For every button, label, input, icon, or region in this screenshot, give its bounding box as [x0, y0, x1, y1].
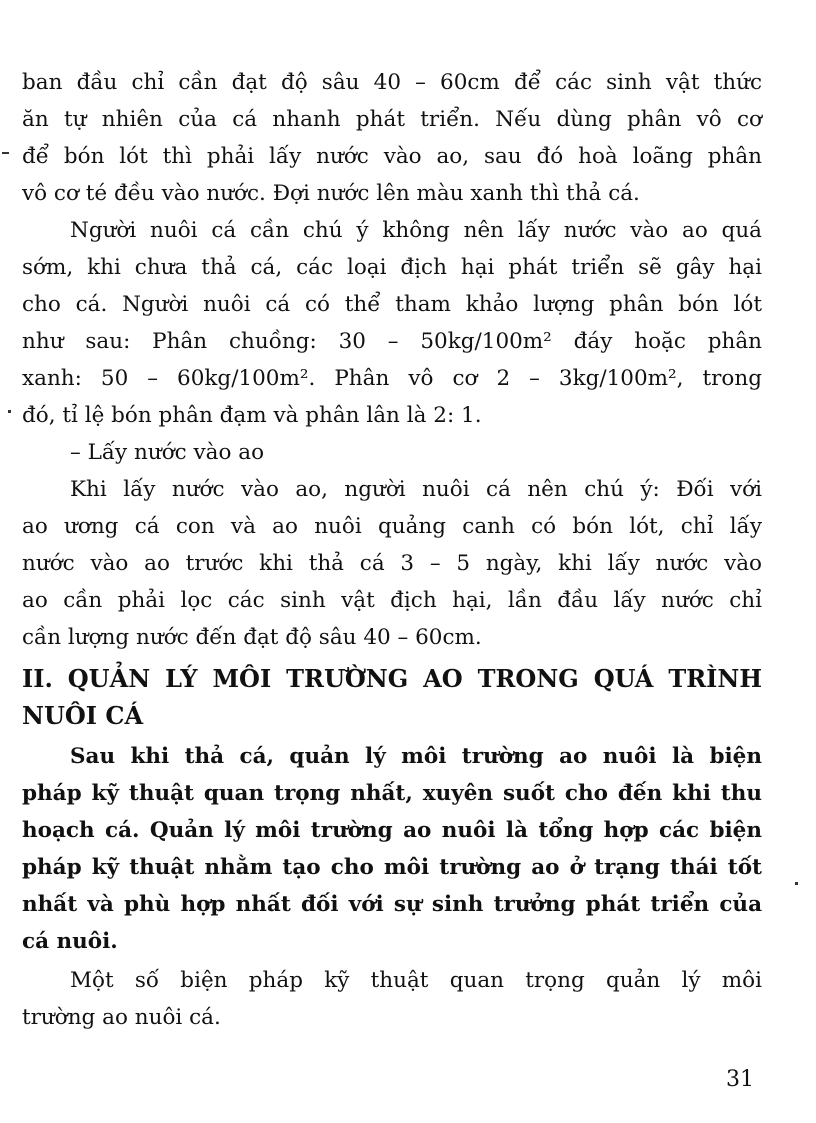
text-line: pháp kỹ thuật quan trọng nhất, xuyên suốt cho đến khi thu	[22, 781, 762, 806]
paragraph-management-bold	[22, 738, 762, 960]
text-line: sớm, khi chưa thả cá, các loại địch hại phát triển sẽ gây hại	[22, 255, 762, 280]
text-line: Người nuôi cá cần chú ý không nên lấy nước vào ao quá	[70, 218, 762, 243]
text-line: đó, tỉ lệ bón phân đạm và phân lân là 2: 1.	[22, 403, 482, 428]
text-line: ăn tự nhiên của cá nhanh phát triển. Nếu dùng phân vô cơ	[22, 107, 762, 132]
text-line: vô cơ té đều vào nước. Đợi nước lên màu xanh thì thả cá.	[22, 181, 640, 206]
sub-item-water-intake	[22, 434, 762, 471]
text-line: xanh: 50 – 60kg/100m². Phân vô cơ 2 – 3kg/100m², trong	[22, 366, 762, 391]
text-line: nhất và phù hợp nhất đối với sự sinh trưởng phát triển của	[22, 892, 762, 917]
scan-mark	[795, 882, 798, 885]
section-heading	[22, 661, 762, 735]
text-line: Khi lấy nước vào ao, người nuôi cá nên chú ý: Đối với	[70, 477, 762, 502]
text-line: cá nuôi.	[22, 929, 118, 954]
text-line: trường ao nuôi cá.	[22, 1005, 221, 1030]
text-line: Sau khi thả cá, quản lý môi trường ao nuôi là biện	[70, 744, 762, 769]
paragraph-continuation	[22, 64, 762, 212]
text-line: Một số biện pháp kỹ thuật quan trọng quản lý môi	[70, 968, 762, 993]
scan-mark	[8, 410, 11, 413]
text-line: ban đầu chỉ cần đạt độ sâu 40 – 60cm để các sinh vật thức	[22, 70, 762, 95]
text-line: hoạch cá. Quản lý môi trường ao nuôi là tổng hợp các biện	[22, 818, 762, 843]
page-number: 31	[726, 1067, 754, 1092]
text-line: pháp kỹ thuật nhằm tạo cho môi trường ao ở trạng thái tốt	[22, 855, 762, 880]
text-line: ao cần phải lọc các sinh vật địch hại, lần đầu lấy nước chỉ	[22, 588, 762, 613]
text-line: – Lấy nước vào ao	[70, 440, 265, 465]
text-line: cho cá. Người nuôi cá có thể tham khảo lượng phân bón lót	[22, 292, 762, 317]
heading-line: II. QUẢN LÝ MÔI TRƯỜNG AO TRONG QUÁ TRÌNH	[22, 664, 762, 693]
text-line: để bón lót thì phải lấy nước vào ao, sau đó hoà loãng phân	[22, 144, 762, 169]
paragraph-fertilizer	[22, 212, 762, 434]
text-line: như sau: Phân chuồng: 30 – 50kg/100m² đáy hoặc phân	[22, 329, 762, 354]
text-line: cần lượng nước đến đạt độ sâu 40 – 60cm.	[22, 625, 482, 650]
heading-line: NUÔI CÁ	[22, 701, 144, 730]
paragraph-closing	[22, 962, 762, 1036]
paragraph-water-intake	[22, 471, 762, 656]
text-line: nước vào ao trước khi thả cá 3 – 5 ngày, khi lấy nước vào	[22, 551, 762, 576]
text-line: ao ương cá con và ao nuôi quảng canh có bón lót, chỉ lấy	[22, 514, 762, 539]
scan-mark	[2, 152, 9, 154]
